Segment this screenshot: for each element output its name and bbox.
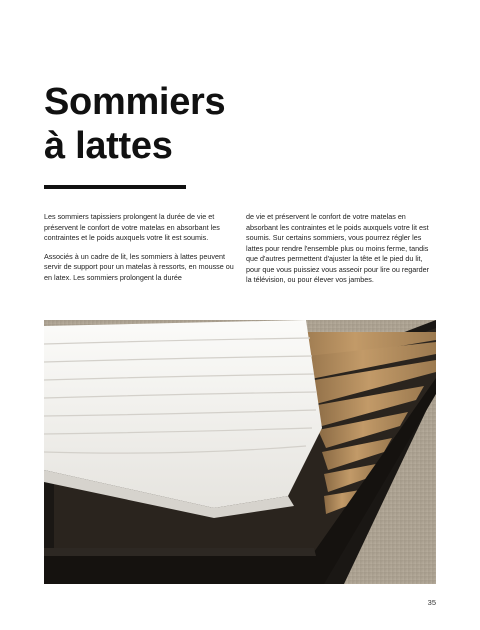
mattress [44,320,322,518]
title-line-2: à lattes [44,125,173,167]
paragraph: Associés à un cadre de lit, les sommiers à lattes peuvent servir de support pour un matelas à ressorts, en mousse ou en latex. Les sommiers prolongent la durée [44,251,234,282]
text-column-left [44,212,234,291]
frame-highlight [44,548,316,556]
bed-slats-photo [44,320,436,584]
page-title [44,80,225,168]
paragraph: de vie et préservent le confort de votre matelas en absorbant les contraintes et le poids auxquels votre lit est soumis. Sur certains sommiers, vous pourrez régler les lattes pour rendre l'ensemble plus ou moins ferme, tandis que d'autres permettent d'ajuster la tête et le pied du lit, pour que vous puissiez vous asseoir pour lire ou regarder la télévision, ou pour élever vos jambes. [246,212,429,284]
title-line-1: Sommiers [44,81,226,123]
text-column-right [246,212,436,294]
page-number: 35 [427,598,436,607]
title-underline [44,185,186,189]
paragraph: Les sommiers tapissiers prolongent la durée de vie et préservent le confort de votre matelas en absorbant les contraintes et le poids auxquels votre lit est soumis. [44,212,220,242]
photo-illustration [44,320,436,584]
